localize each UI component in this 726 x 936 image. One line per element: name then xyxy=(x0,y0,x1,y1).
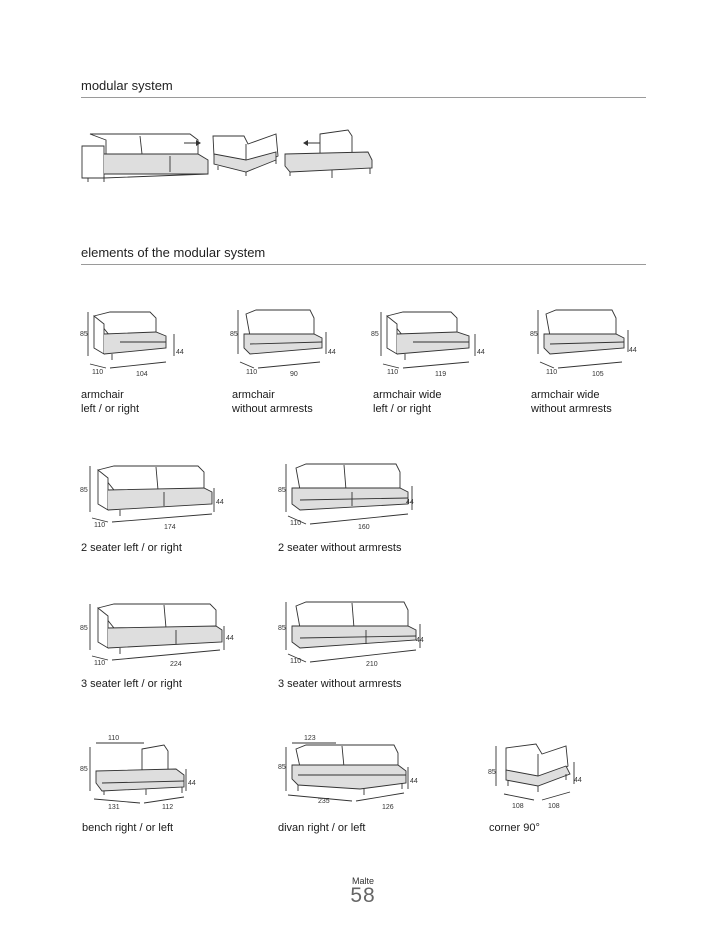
caption-line: divan right / or left xyxy=(278,822,366,834)
divan-right-left-drawing xyxy=(276,733,426,813)
dimension-top-depth: 110 xyxy=(108,735,120,742)
2-seater-left-right-drawing xyxy=(80,462,230,532)
corner-90-drawing xyxy=(486,740,586,812)
armchair-wide-left-right-drawing xyxy=(371,308,491,378)
dimension-height: 85 xyxy=(488,769,496,776)
caption-line: armchair wide xyxy=(373,389,442,401)
dimension-height: 85 xyxy=(80,625,88,632)
dimension-depth: 110 xyxy=(92,369,104,376)
dimension-height: 85 xyxy=(80,487,88,494)
dimension-seat-height: 44 xyxy=(216,499,224,506)
dimension-depth: 110 xyxy=(94,522,106,529)
dimension-depth: 110 xyxy=(290,658,302,665)
dimension-width: 104 xyxy=(136,371,148,378)
dimension-depth: 110 xyxy=(94,660,106,667)
dimension-width-2: 126 xyxy=(382,804,394,811)
bench-right-left-drawing xyxy=(80,733,200,813)
dimension-seat-height: 44 xyxy=(629,347,637,354)
2-seater-without-armrests-drawing xyxy=(276,462,426,532)
dimension-width: 210 xyxy=(366,661,378,668)
caption-line: armchair wide xyxy=(531,389,600,401)
dimension-top-depth: 123 xyxy=(304,735,316,742)
caption-divan-right-left xyxy=(278,821,365,835)
caption-line: left / or right xyxy=(81,403,140,415)
dimension-width: 131 xyxy=(108,804,120,811)
footer-brand: Malte xyxy=(351,876,374,886)
dimension-width: 235 xyxy=(318,798,330,805)
caption-2-seater-left-right xyxy=(81,541,182,555)
dimension-seat-height: 44 xyxy=(416,637,424,644)
caption-line: left / or right xyxy=(373,403,432,415)
caption-line: armchair xyxy=(81,389,124,401)
dimension-width: 90 xyxy=(290,371,298,378)
dimension-width-2: 112 xyxy=(162,804,174,811)
dimension-width: 119 xyxy=(435,371,447,378)
section-title-modular-system: modular system xyxy=(81,78,173,93)
armchair-left-right-drawing xyxy=(80,308,190,378)
dimension-seat-height: 44 xyxy=(477,349,485,356)
dimension-width: 105 xyxy=(592,371,604,378)
page-number: 58 xyxy=(350,884,376,907)
dimension-seat-height: 44 xyxy=(188,780,196,787)
dimension-depth: 110 xyxy=(387,369,399,376)
dimension-width: 224 xyxy=(170,661,182,668)
dimension-seat-height: 44 xyxy=(328,349,336,356)
caption-2-seater-without-armrests xyxy=(278,541,402,555)
caption-line: 2 seater left / or right xyxy=(81,542,182,554)
dimension-height: 85 xyxy=(80,766,88,773)
caption-line: bench right / or left xyxy=(82,822,174,834)
caption-line: armchair xyxy=(232,389,275,401)
caption-line: without armrests xyxy=(232,403,313,415)
dimension-width-2: 108 xyxy=(548,803,560,810)
section-divider xyxy=(81,97,646,98)
3-seater-without-armrests-drawing xyxy=(276,600,436,670)
caption-3-seater-without-armrests xyxy=(278,677,402,691)
dimension-height: 85 xyxy=(230,331,238,338)
caption-armchair-without-armrests xyxy=(232,388,313,416)
dimension-width: 108 xyxy=(512,803,524,810)
dimension-width: 174 xyxy=(164,524,176,531)
dimension-depth: 110 xyxy=(546,369,558,376)
dimension-seat-height: 44 xyxy=(574,777,582,784)
dimension-seat-height: 44 xyxy=(176,349,184,356)
dimension-width: 160 xyxy=(358,524,370,531)
caption-line: without armrests xyxy=(531,403,612,415)
caption-line: 2 seater without armrests xyxy=(278,542,402,554)
caption-armchair-wide-without-armrests xyxy=(531,388,612,416)
dimension-seat-height: 44 xyxy=(410,778,418,785)
caption-corner-90 xyxy=(489,821,540,835)
caption-armchair-wide-left-right xyxy=(373,388,441,416)
armchair-wide-without-armrests-drawing xyxy=(528,308,643,378)
section-divider xyxy=(81,264,646,265)
caption-bench-right-left xyxy=(82,821,173,835)
dimension-depth: 110 xyxy=(290,520,302,527)
dimension-seat-height: 44 xyxy=(406,499,414,506)
dimension-height: 85 xyxy=(530,331,538,338)
caption-armchair-left-right xyxy=(81,388,139,416)
dimension-seat-height: 44 xyxy=(226,635,234,642)
section-title-elements: elements of the modular system xyxy=(81,245,266,260)
caption-line: 3 seater left / or right xyxy=(81,678,182,690)
caption-line: corner 90° xyxy=(489,822,540,834)
caption-line: 3 seater without armrests xyxy=(278,678,402,690)
dimension-depth: 110 xyxy=(246,369,258,376)
armchair-without-armrests-drawing xyxy=(230,308,340,378)
modular-system-illustration xyxy=(80,126,380,193)
dimension-height: 85 xyxy=(278,764,286,771)
caption-3-seater-left-right xyxy=(81,677,182,691)
dimension-height: 85 xyxy=(371,331,379,338)
dimension-height: 85 xyxy=(278,487,286,494)
dimension-height: 85 xyxy=(278,625,286,632)
3-seater-left-right-drawing xyxy=(80,600,240,670)
dimension-height: 85 xyxy=(80,331,88,338)
